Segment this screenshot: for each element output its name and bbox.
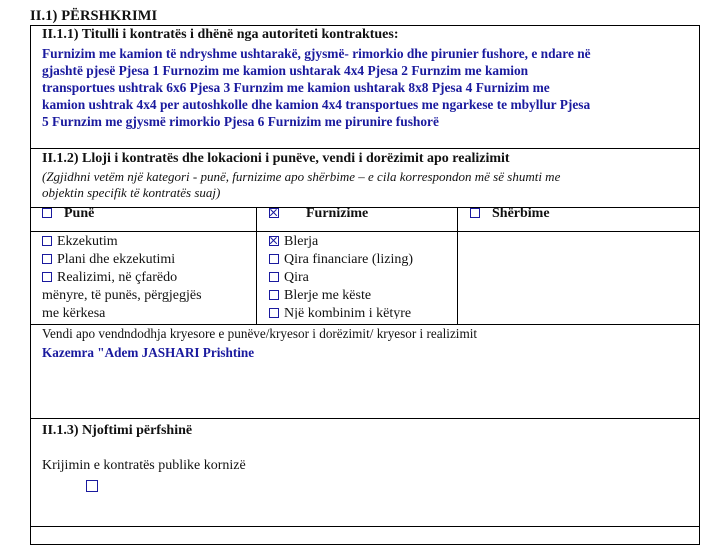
checkbox-icon: [42, 272, 52, 282]
option-label: Qira financiare (lizing): [284, 252, 414, 267]
framework-agreement-label: Krijimin e kontratës publike kornizë: [42, 458, 246, 473]
works-option-continuation: me kërkesa: [42, 306, 106, 321]
section-title: II.1) PËRSHKRIMI: [30, 8, 158, 24]
supplies-option-lease[interactable]: [269, 251, 413, 269]
checkbox-icon: [470, 208, 480, 218]
divider: [31, 418, 699, 419]
supplies-option-purchase[interactable]: [269, 233, 318, 251]
category-works-label: Punë: [64, 206, 95, 221]
works-option-execution[interactable]: [42, 233, 118, 251]
checkbox-icon: [269, 290, 279, 300]
column-divider: [457, 207, 458, 324]
checkbox-icon: [269, 272, 279, 282]
contract-title-line: 5 Furnzim me gjysmë rimorkio Pjesa 6 Furnizim me pirunire fushorë: [42, 114, 439, 129]
checkbox-icon: [42, 236, 52, 246]
category-works[interactable]: [42, 206, 94, 222]
divider: [31, 324, 699, 325]
checkbox-icon: [269, 308, 279, 318]
works-option-design-execution[interactable]: [42, 251, 175, 269]
contract-type-heading: II.1.2) Lloji i kontratës dhe lokacioni i punëve, vendi i dorëzimit apo realizimit: [42, 151, 510, 166]
contract-type-instruction: objektin specifik të kontratës suaj): [42, 185, 221, 200]
category-services[interactable]: [470, 206, 550, 222]
option-label: Realizimi, në çfarëdo: [57, 270, 178, 285]
supplies-option-hire-purchase[interactable]: [269, 287, 371, 305]
option-label: Plani dhe ekzekutimi: [57, 252, 176, 267]
category-supplies[interactable]: [269, 206, 368, 222]
location-label: Vendi apo vendndodhja kryesore e punëve/kryesor i dorëzimit/ kryesor i realizimit: [42, 326, 478, 341]
contract-title-line: Furnizim me kamion të ndryshme ushtarakë, gjysmë- rimorkio dhe pirunier fushore, e ndare në: [42, 46, 591, 61]
divider: [31, 148, 699, 149]
option-label: Qira: [284, 270, 309, 285]
supplies-option-rent[interactable]: [269, 269, 309, 287]
option-label: Një kombinim i këtyre: [284, 306, 412, 319]
divider: [31, 526, 699, 527]
works-option-realization[interactable]: [42, 269, 177, 287]
category-supplies-label: Furnizime: [306, 206, 369, 221]
location-value: Kazemra "Adem JASHARI Prishtine: [42, 345, 255, 360]
contract-title-line: transportues ushtrak 6x6 Pjesa 3 Furnzim me kamion ushtarak 8x8 Pjesa 4 Furnizim me: [42, 80, 550, 95]
contract-title-line: gjashtë pjesë Pjesa 1 Furnozim me kamion ushtarak 4x4 Pjesa 2 Furnzim me kamion: [42, 63, 529, 78]
supplies-option-combination[interactable]: [269, 305, 411, 319]
divider: [31, 231, 699, 232]
contract-type-instruction: (Zgjidhni vetëm një kategori - punë, furnizime apo shërbime – e cila korrespondon më së shumti me: [42, 169, 561, 184]
option-label: Ekzekutim: [57, 234, 118, 249]
option-label: Blerja: [284, 234, 319, 249]
checkbox-icon: [86, 480, 98, 492]
checkbox-icon: [269, 254, 279, 264]
option-label: Blerje me këste: [284, 288, 372, 303]
contract-title-line: kamion ushtrak 4x4 per autoshkolle dhe kamion 4x4 transportues me ngarkese te mbyllur Pjesa: [42, 97, 591, 112]
checked-checkbox-icon: [269, 236, 279, 246]
checked-checkbox-icon: [269, 208, 279, 218]
category-services-label: Shërbime: [492, 206, 550, 221]
framework-agreement-checkbox[interactable]: [86, 478, 103, 496]
checkbox-icon: [42, 254, 52, 264]
contract-title-heading: II.1.1) Titulli i kontratës i dhënë nga autoriteti kontraktues:: [42, 27, 399, 42]
checkbox-icon: [42, 208, 52, 218]
works-option-continuation: mënyre, të punës, përgjegjës: [42, 288, 202, 303]
column-divider: [256, 207, 257, 324]
notice-heading: II.1.3) Njoftimi përfshinë: [42, 423, 193, 438]
